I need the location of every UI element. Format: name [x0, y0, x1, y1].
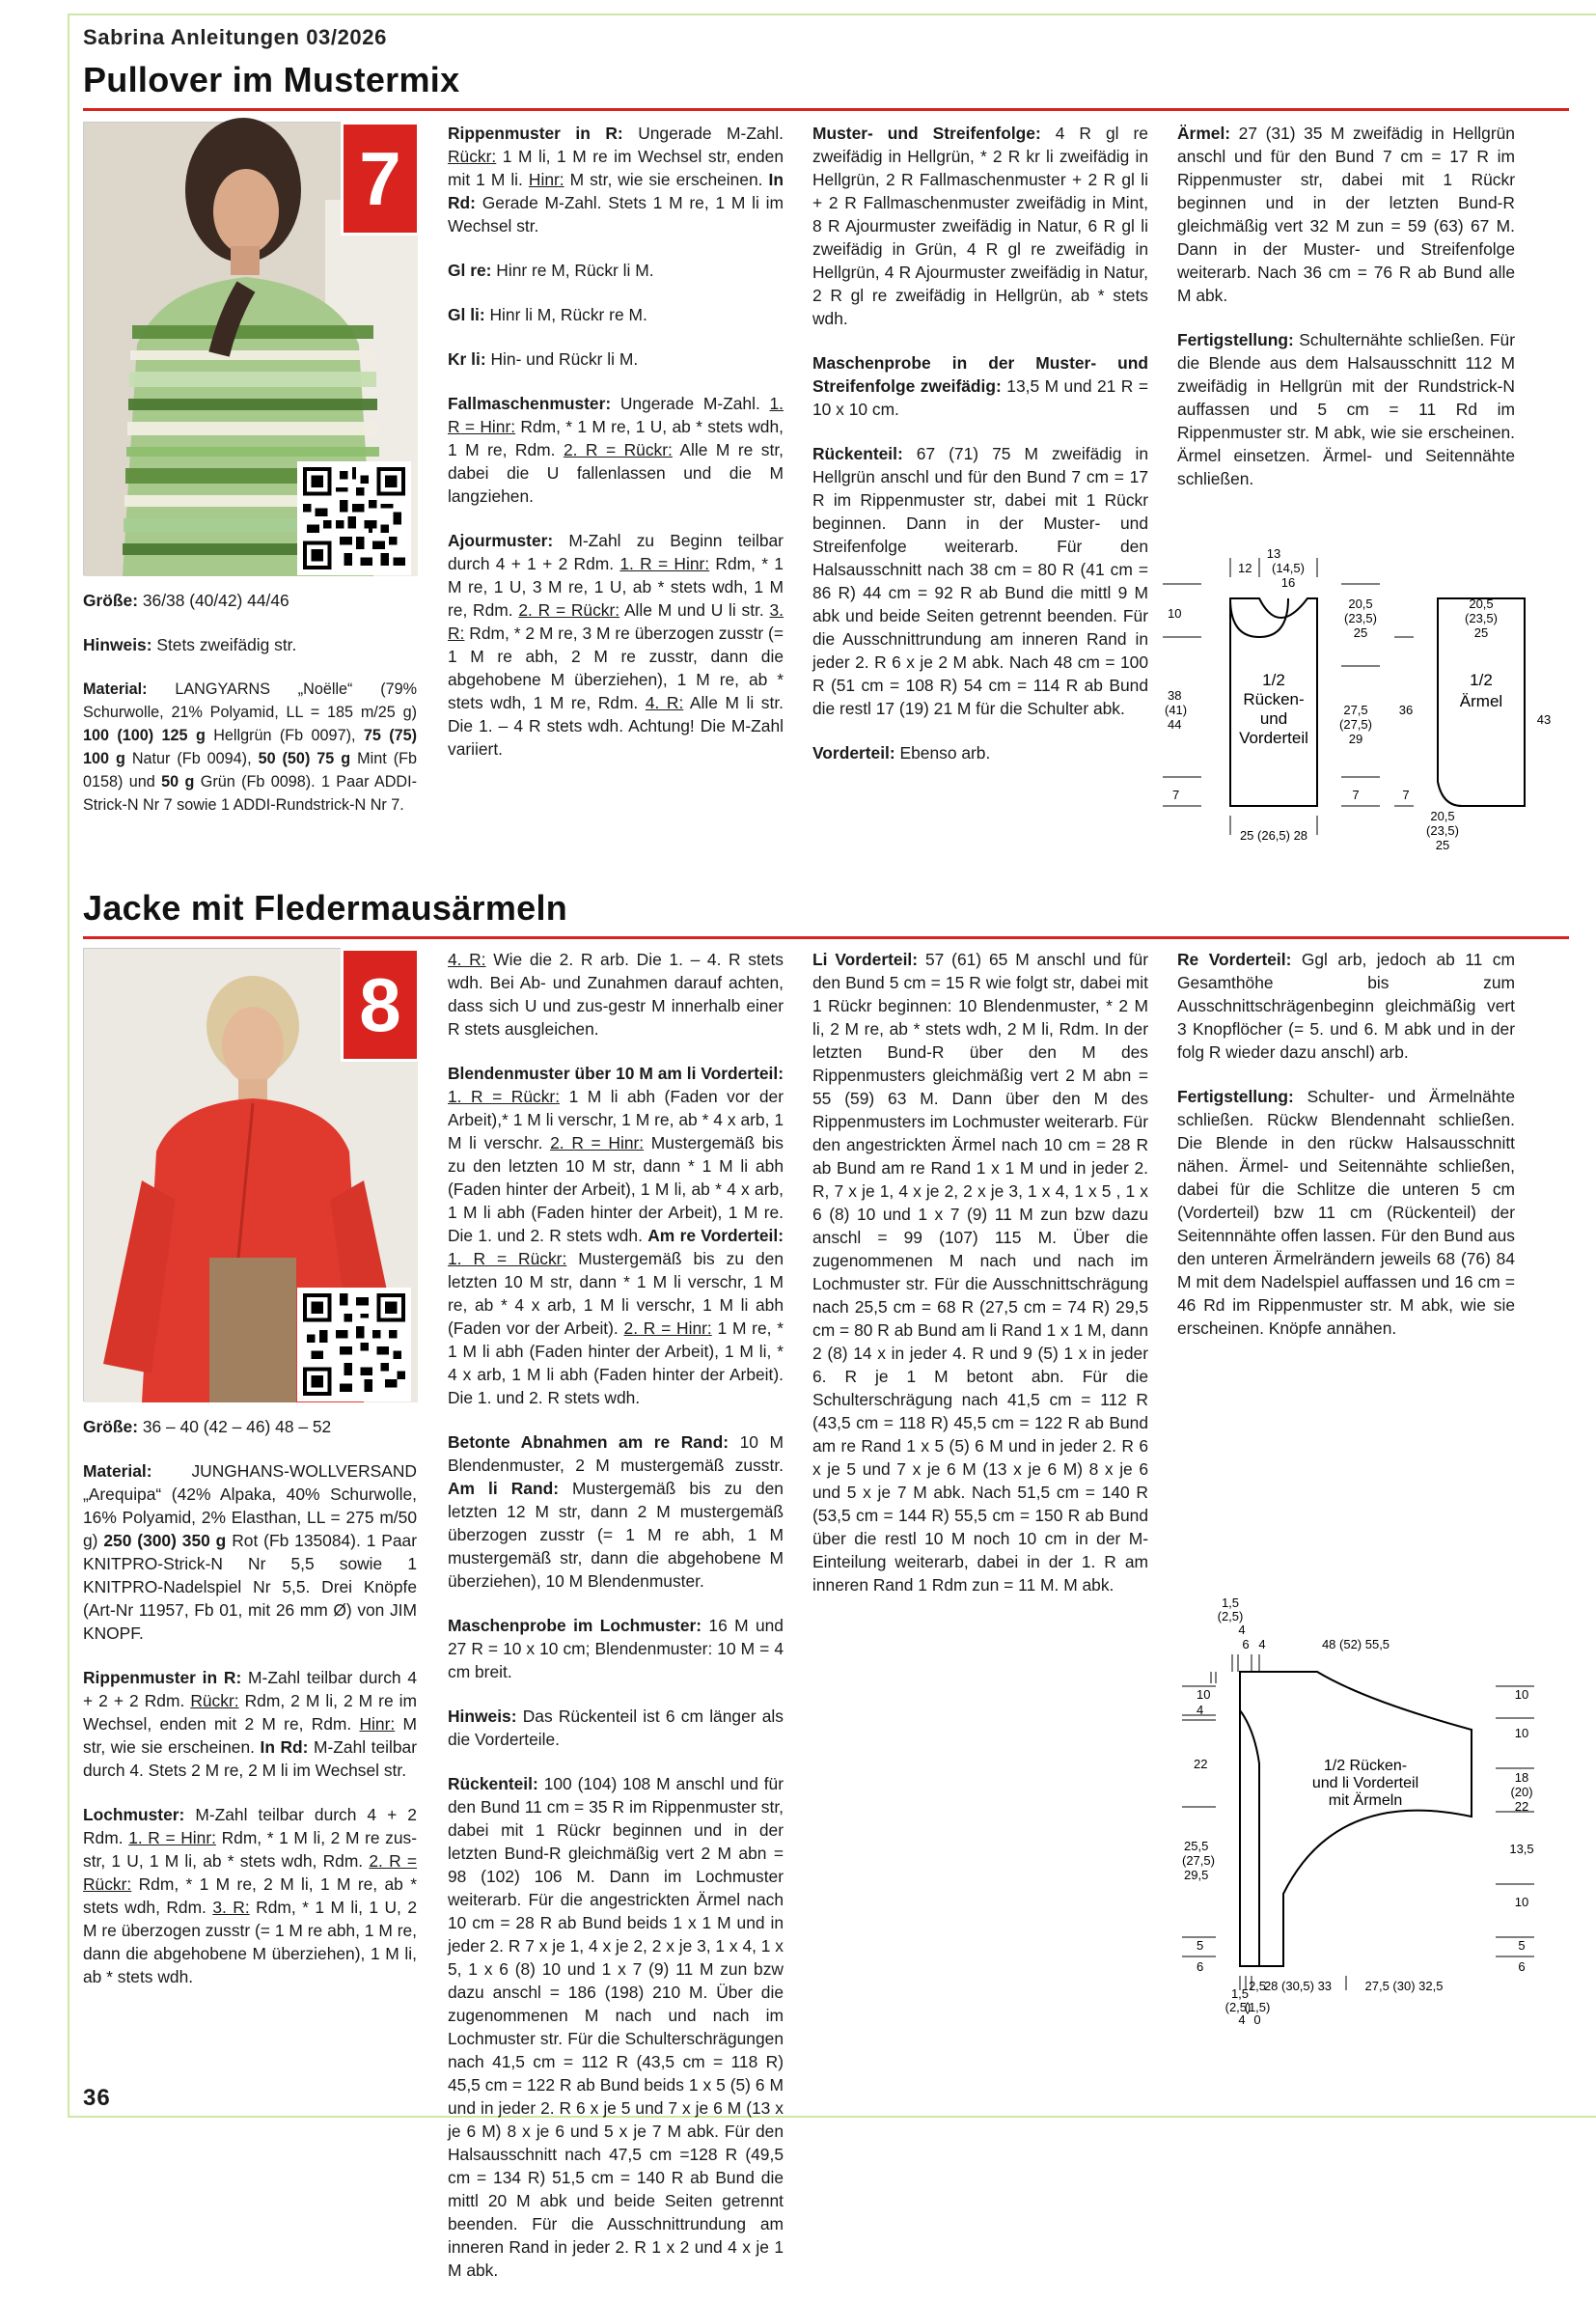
fallmaschen-r1-label: 1. R = Hinr: — [448, 394, 784, 436]
material-color-3: Mint (Fb 0158) und — [83, 750, 417, 791]
jacket-outline — [1240, 1672, 1472, 1966]
jd-t5: 4 — [1258, 1637, 1266, 1651]
blenden-r2-label: 2. R = Hinr: — [550, 1133, 645, 1152]
ruecken-text: 67 (71) 75 M zweifädig in Hellgrün anschl und für den Bund 7 cm = 17 R im Rippenmuster str, dabei mit 1 Rückr beginnen. Dann in der Muster- und Streifenfolge weiterarb. Für den Halsausschnitt nach 38 cm = 80 R (41 cm = 86 R) 44 cm = 92 R ab Bund die mittl 9 M abk und beide Seiten getrennt beenden. Für die Ausschnittrundung am inneren Rand in jeder 2. R 6 x je 2 M abk. Nach 48 cm = 100 R (51 cm = 108 R) 54 cm = 114 R ab Bund die restl 17 (19) 21 M für die Schulter abk. — [812, 444, 1149, 718]
blenden-re-r2: 1 M re, * 1 M li abh (Faden hinter der Arbeit), 1 M li, * 4 x arb, 1 M li abh (Faden hinter der Arbeit). Die 1. und 2. R stets wdh. — [448, 1318, 784, 1407]
article-1-title: Pullover im Mustermix — [83, 60, 460, 99]
krli-label: Kr li: — [448, 349, 486, 369]
dim-right-a1: 20,5 — [1348, 597, 1373, 611]
rippen-text: M-Zahl teilbar durch 4 + 2 + 2 Rdm. — [83, 1668, 417, 1710]
loch-r4: Wie die 2. R arb. Die 1. – 4. R stets wdh. Bei Ab- und Zunahmen darauf achten, dass sich U und zus-gestr M innerhalb einer R stets ausgleichen. — [448, 950, 784, 1039]
sleeve-top-1: 20,5 — [1469, 597, 1494, 611]
material-needles: Rot (Fb 135084). 1 Paar KNITPRO-Strick-N Nr 5,5 sowie 1 KNITPRO-Nadelspiel Nr 5,5. Drei Knöpfe (Art-Nr 11957, Fb 01, mit 26 mm Ø) von JIM KNOPF. — [83, 1531, 417, 1643]
ajour-r4-label: 4. R: — [645, 693, 684, 712]
rippen-hinr: M str, wie sie erscheinen. — [83, 1714, 417, 1757]
blenden-re-r1-label: 1. R = Rückr: — [448, 1249, 567, 1268]
material-qty-4: 50 g — [161, 773, 195, 791]
fertig-text: Schulter- und Ärmelnähte schließen. Rückw Blendennaht schließen. Die Blende in den rückw Halsausschnitt nähen. Ärmel- und Seitennähte schließen, dabei für die Schlitze die unteren 5 cm (Vorderteil) bzw 11 cm (Rückenteil) der Seitennnähte offen lassen. Für den Bund aus den unteren Ärmelrändern jeweils 68 (76) 84 M mit dem Nadelspiel auffassen und 16 cm = 46 Rd im Rippenmuster str. M abk, wie sie erscheinen. Knöpfe annähen. — [1177, 1087, 1515, 1338]
jd-r9: 6 — [1518, 1959, 1526, 1974]
jd-r4: (20) — [1510, 1785, 1533, 1799]
dim-right-b3: 29 — [1348, 732, 1363, 746]
ruecken-text: 100 (104) 108 M anschl und für den Bund 11 cm = 35 R im Rippenmuster str, dabei mit 1 Rückr beginnen und in der letzten Bund-R gleichmäßig vert 2 M abn = 98 (102) 106 M. Dann im Lochmuster weiterarb. Für die angestrickten Ärmel nach 10 cm = 28 R ab Bund beids 1 x 1 M und in jeder 2. R 7 x je 1, 4 x je 2, 2 x je 3, 1 x 4, 1 x 5, 1 x 6 (8) 10 und 1 x 7 (9) 11 M zun bzw dazu anschl = 186 (198) 210 M. Über die zugenommenen M nach und nach im Lochmuster str. Für die Schulterschrägungen nach 41,5 cm = 112 R (43,5 cm = 118 R) 45,5 cm = 122 R ab Bund beids 1 x 5 (5) 6 M und in jeder 2. R 6 x je 5 und 7 x je 6 M (13 x je 6 M) 8 x je 6 und 5 x je 7 M abk. Für den Halsausschnitt nach 47,5 cm =128 R (49,5 cm = 134 R) 51,5 cm = 140 R ab Bund die mittl 20 M abk und beide Seiten getrennt beenden. Für die Ausschnittrundung am inneren Rand in jeder 2. R 1 x 2 und 4 x je 1 M abk. — [448, 1774, 784, 2280]
jd-r1: 10 — [1514, 1687, 1529, 1702]
rippen-label: Rippenmuster in R: — [448, 124, 623, 143]
article-1-schematic — [1153, 541, 1558, 859]
jd-t1: 1,5 — [1221, 1595, 1240, 1610]
blenden-re-label: Am re Vorderteil: — [647, 1226, 784, 1245]
material-needles: Grün (Fb 0098). 1 Paar ADDI-Strick-N Nr 7 sowie 1 ADDI-Rundstrick-N Nr 7. — [83, 773, 418, 814]
article-2-column-3 — [812, 948, 1148, 1618]
sleeve-bottom-2: (23,5) — [1426, 823, 1459, 838]
ajour-r3-label: 3. R: — [448, 600, 784, 643]
groesse-value: 36/38 (40/42) 44/46 — [142, 591, 289, 610]
page-frame-bottom — [68, 2116, 1596, 2118]
jd-b2: 2,5 — [1248, 1979, 1267, 1993]
aermel-text: 27 (31) 35 M zweifädig in Hellgrün anschl und für den Bund 7 cm = 17 R im Rippenmuster str, dabei mit 1 Rückr beginnen und in der letzten Bund-R gleichmäßig vert 32 M zun = 59 (63) 67 M. Dann in der Muster- und Streifenfolge weiterarb. Nach 36 cm = 76 R ab Bund alle M abk. — [1177, 124, 1515, 305]
rippen-rueckr: 1 M li, 1 M re im Wechsel str, enden mit 1 M li. — [448, 147, 784, 189]
qr-code-icon — [303, 1293, 405, 1396]
hinweis-value: Stets zweifädig str. — [156, 635, 297, 654]
groesse-value: 36 – 40 (42 – 46) 48 – 52 — [142, 1417, 332, 1436]
article-2-title: Jacke mit Fledermausärmeln — [83, 888, 568, 928]
muster-label: Muster- und Streifenfolge: — [812, 124, 1041, 143]
article-1-column-4 — [1177, 122, 1515, 512]
jd-r8: 5 — [1518, 1938, 1526, 1953]
rippen-rueckr-label: Rückr: — [448, 147, 497, 166]
article-2-column-4 — [1177, 948, 1515, 1361]
jd-l7: 5 — [1197, 1938, 1204, 1953]
fertig-text: Schulternähte schließen. Für die Blende aus dem Halsausschnitt 112 M zweifädig in Hellgrün mit der Rundstrick-N auffassen und 5 cm = 11 Rd im Rippenmuster str. M abk, wie sie erscheinen. Ärmel einsetzen. Ärmel- und Seitennähte schließen. — [1177, 330, 1515, 488]
glli-text: Hinr li M, Rückr re M. — [489, 305, 647, 324]
sleeve-bottom-3: 25 — [1435, 838, 1450, 852]
dim-top-a: 12 — [1238, 561, 1252, 575]
article-1-column-2 — [448, 122, 784, 782]
sleeve-left: 36 — [1398, 703, 1414, 717]
jd-l5: (27,5) — [1182, 1853, 1215, 1868]
sleeve-right: 43 — [1536, 712, 1552, 727]
hinweis-text: Das Rückenteil ist 6 cm länger als die Vorderteile. — [448, 1706, 784, 1749]
glre-label: Gl re: — [448, 261, 492, 280]
page-frame-top — [68, 14, 1596, 15]
material-qty-1: 100 (100) 125 g — [83, 727, 206, 744]
rippen-rd-label: In Rd: — [260, 1737, 309, 1757]
body-label-3: und — [1259, 709, 1288, 728]
material-qty-3: 50 (50) 75 g — [258, 750, 351, 767]
sleeve-label-1: 1/2 — [1470, 671, 1493, 689]
rippen-rueckr-label: Rückr: — [190, 1691, 239, 1710]
ruecken-label: Rückenteil: — [448, 1774, 538, 1793]
sleeve-top-2: (23,5) — [1465, 611, 1498, 625]
ajour-r2: Alle M und U li str. — [623, 600, 764, 620]
page-frame-left — [68, 14, 69, 2118]
sleeve-label-2: Ärmel — [1459, 692, 1503, 710]
sleeve-top-3: 25 — [1473, 625, 1489, 640]
dim-right-b2: (27,5) — [1339, 717, 1372, 732]
jd-b4: (1,5) — [1244, 2000, 1271, 2014]
blenden-re-r1: Mustergemäß bis zu den letzten 10 M str, dann * 1 M li verschr, 1 M re, ab * 4 x arb, 1 M li verschr, 1 M li abh (Faden vor der Arbeit). — [448, 1249, 784, 1338]
probe-text: 13,5 M und 21 R = 10 x 10 cm. — [812, 376, 1148, 419]
livorder-label: Li Vorderteil: — [812, 950, 919, 969]
fallmaschen-label: Fallmaschenmuster: — [448, 394, 612, 413]
jd-c3: mit Ärmeln — [1328, 1792, 1403, 1809]
body-label-1: 1/2 — [1262, 671, 1285, 689]
dim-left-b2: (41) — [1165, 703, 1188, 717]
blenden-re-r2-label: 2. R = Hinr: — [623, 1318, 712, 1338]
loch-r1: Rdm, * 1 M li, 2 M re zus-str, 1 U, 1 M li, ab * stets wdh, Rdm. — [83, 1828, 417, 1871]
loch-text: M-Zahl teilbar durch 4 + 2 Rdm. — [83, 1805, 417, 1847]
dim-left-b3: 44 — [1168, 717, 1182, 732]
article-1-column-1 — [83, 589, 417, 838]
jd-b8: 27,5 (30) 32,5 — [1364, 1979, 1444, 1993]
loch-r2-label: 2. R = Rückr: — [83, 1851, 417, 1894]
groesse-label: Größe: — [83, 591, 139, 610]
jd-l2: 4 — [1197, 1703, 1204, 1717]
rippen-label: Rippenmuster in R: — [83, 1668, 242, 1687]
ajour-text: M-Zahl zu Beginn teilbar durch 4 + 1 + 2 Rdm. — [448, 531, 784, 573]
revorder-label: Re Vorderteil: — [1177, 950, 1292, 969]
material-label: Material: — [83, 1461, 152, 1481]
revorder-text: Ggl arb, jedoch ab 11 cm Gesamthöhe bis zum Ausschnittschrägenbeginn gleichmäßig vert 3 Knopflöcher (= 5. und 6. M abk und in der folg R wieder dazu anschl) arb. — [1177, 950, 1515, 1062]
loch-r3-label: 3. R: — [212, 1898, 250, 1917]
blenden-r1-label: 1. R = Rückr: — [448, 1087, 561, 1106]
blenden-r1: 1 M li abh (Faden vor der Arbeit),* 1 M li verschr, 1 M re, ab * 4 x arb, 1 M li verschr. — [448, 1087, 784, 1152]
article-2-column-1 — [83, 1415, 417, 2010]
betont-label: Betonte Abnahmen am re Rand: — [448, 1432, 729, 1452]
vorder-text: Ebenso arb. — [899, 743, 991, 763]
dim-right-c: 7 — [1352, 788, 1360, 802]
article-2-title-rule — [83, 936, 1569, 939]
ajour-r1-label: 1. R = Hinr: — [619, 554, 710, 573]
muster-text: 4 R gl re zweifädig in Hellgrün, * 2 R kr li zweifädig in Hellgrün, 2 R Fallmaschenmuster + 2 R gl li + 2 R Fallmaschenmuster zweifädig in Mint, 8 R Ajourmuster zweifädig in Natur, 6 R gl li zweifädig in Grün, 4 R gl re zweifädig in Hellgrün, 4 R Ajourmuster zweifädig in Natur, 2 R gl re zweifädig in Hellgrün, ab * stets wdh. — [812, 124, 1148, 328]
hinweis-label: Hinweis: — [448, 1706, 517, 1726]
rippen-rd: Gerade M-Zahl. Stets 1 M re, 1 M li im Wechsel str. — [448, 193, 784, 236]
loch-r4-label: 4. R: — [448, 950, 486, 969]
betont-text: 10 M Blendenmuster, 2 M mustergemäß zusstr. — [448, 1432, 784, 1475]
blenden-label: Blendenmuster über 10 M am li Vorderteil: — [448, 1064, 784, 1083]
qr-code-icon — [303, 467, 405, 569]
fertig-label: Fertigstellung: — [1177, 330, 1294, 349]
probe-label: Maschenprobe in der Muster- und Streifenfolge zweifädig: — [812, 353, 1148, 396]
article-1-number-badge: 7 — [341, 122, 420, 236]
jd-t2: (2,5) — [1217, 1609, 1244, 1623]
jd-t3: 4 — [1238, 1623, 1246, 1637]
betont-li-text: Mustergemäß bis zu den letzten 12 M str, dann 2 M mustergemäß überzogen zusstr (= 1 M re abh, 1 M mustergemäß str, dann die abgehobene M überziehen), 10 M Blendenmuster. — [448, 1479, 784, 1591]
probe-text: 16 M und 27 R = 10 x 10 cm; Blendenmuster: 10 M = 4 cm breit. — [448, 1616, 784, 1681]
material-color-1: Hellgrün (Fb 0097), — [213, 727, 356, 744]
livorder-text: 57 (61) 65 M anschl und für den Bund 5 cm = 15 R wie folgt str, dabei mit 1 Rückr beginnen: 10 Blendenmuster, * 2 M li, 2 M re, ab * stets wdh, 2 M li, Rdm. In der letzten Bund-R über den M des Rippenmusters gleichmäßig vert 2 M abn = 55 (59) 63 M. Dann über den M des Rippenmusters im Lochmuster weiterarb. Für den angestrickten Ärmel nach 10 cm = 28 R ab Bund am re Rand 1 x 1 M und in jeder 2. R, 7 x je 1, 4 x je 2, 2 x je 3, 1 x 4, 1 x 5 , 1 x 6 (8) 10 und 1 x 7 (9) 11 M zun bzw dazu anschl = 99 (107) 115 M. Über die zugenommenen M nach und nach im Lochmuster str. Für die Ausschnittschrägung nach 25,5 cm = 68 R (27,5 cm = 74 R) 29,5 cm = 80 R ab Bund am li Rand 1 x 1 M, dann 2 (8) 14 x in jeder 4. R und 9 (5) 1 x in jeder 6. R je 1 M betont abn. Für die Schulterschrägung nach 41,5 cm = 112 R (43,5 cm = 118 R) 45,5 cm = 122 R ab Bund am re Rand 1 x 5 (5) 6 M und in jeder 2. R 6 x je 5 und 7 x je 6 M (13 x je 6 M) 8 x je 6 und 5 x je 7 M abk. Nach 51,5 cm = 140 R (53,5 cm = 144 R) 55,5 cm = 150 R ab Bund über die restl 10 M noch 10 cm in der M-Einteilung weiterarb, dabei in der 1. R am inneren Rand 1 Rdm zun = 11 M. M abk. — [812, 950, 1148, 1595]
body-label-2: Rücken- — [1243, 690, 1305, 708]
jd-b1: 1,5 — [1230, 1986, 1250, 2001]
dim-right-a3: 25 — [1353, 625, 1368, 640]
dim-left-b1: 38 — [1168, 688, 1182, 703]
article-2-number-badge: 8 — [341, 948, 420, 1062]
rippen-rd-label: In Rd: — [448, 170, 784, 212]
fallmaschen-text: Ungerade M-Zahl. — [619, 394, 760, 413]
dim-right-b1: 27,5 — [1343, 703, 1368, 717]
loch-r1-label: 1. R = Hinr: — [128, 1828, 216, 1847]
sleeve-left-2: 7 — [1402, 788, 1410, 802]
vorder-label: Vorderteil: — [812, 743, 895, 763]
dim-bottom: 25 (26,5) 28 — [1239, 828, 1308, 843]
krli-text: Hin- und Rückr li M. — [490, 349, 639, 369]
rippen-rd: M-Zahl teilbar durch 4. Stets 2 M re, 2 M li im Wechsel str. — [83, 1737, 417, 1780]
material-label: Material: — [83, 680, 148, 698]
glli-label: Gl li: — [448, 305, 485, 324]
jd-t4: 6 — [1242, 1637, 1250, 1651]
article-2-column-2 — [448, 948, 784, 2303]
jd-r6: 13,5 — [1509, 1842, 1534, 1856]
loch-label: Lochmuster: — [83, 1805, 185, 1824]
material-qty-2: 75 (75) 100 g — [83, 727, 418, 767]
article-2-qr-code[interactable] — [297, 1288, 411, 1401]
magazine-header: Sabrina Anleitungen 03/2026 — [83, 25, 387, 49]
blenden-r2: Mustergemäß bis zu den letzten 10 M str, dann * 1 M li abh (Faden hinter der Arbeit), 1 M li, ab * 4 x arb, 1 M li abh (Faden hinter der Arbeit), 1 M re. Die 1. und 2. R stets wdh. — [448, 1133, 784, 1245]
groesse-label: Größe: — [83, 1417, 139, 1436]
ajour-r3: Rdm, * 2 M re, 3 M re überzogen zusstr (= 1 M re abh, 2 M re zusstr, dann die abgehobene M überziehen), 1 M re, ab * stets wdh, 1 M re, Rdm. — [448, 624, 784, 712]
rippen-rueckr: Rdm, 2 M li, 2 M re im Wechsel, enden mit 2 M re, Rdm. — [83, 1691, 417, 1734]
material-color-2: Natur (Fb 0094), — [131, 750, 252, 767]
jd-l3: 22 — [1194, 1757, 1208, 1771]
article-1-title-rule — [83, 108, 1569, 111]
jd-b6: 0 — [1253, 2012, 1261, 2027]
rippen-text: Ungerade M-Zahl. — [638, 124, 784, 143]
body-label-4: Vorderteil — [1239, 729, 1308, 747]
material-text: JUNGHANS-WOLLVERSAND „Arequipa“ (42% Alpaka, 40% Schurwolle, 16% Polyamid, 2% Elasthan, LL = 275 m/50 g) — [83, 1461, 417, 1550]
dim-top-b1: 13 — [1266, 546, 1281, 561]
hinweis-label: Hinweis: — [83, 635, 152, 654]
material-text: LANGYARNS „Noëlle“ (79% Schurwolle, 21% Polyamid, LL = 185 m/25 g) — [83, 680, 418, 721]
jd-b7: 28 (30,5) 33 — [1263, 1979, 1333, 1993]
article-2-schematic — [1172, 1595, 1558, 2027]
jd-l1: 10 — [1197, 1687, 1211, 1702]
ruecken-label: Rückenteil: — [812, 444, 903, 463]
jd-r2: 10 — [1514, 1726, 1529, 1740]
sleeve-bottom-1: 20,5 — [1430, 809, 1455, 823]
rippen-hinr-label: Hinr: — [528, 170, 564, 189]
jd-r3: 18 — [1514, 1770, 1529, 1785]
ajour-label: Ajourmuster: — [448, 531, 554, 550]
jd-b5: 4 — [1238, 2012, 1246, 2027]
fallmaschen-r1: Rdm, * 1 M re, 1 U, ab * stets wdh, 1 M re, Rdm. — [448, 417, 784, 459]
aermel-label: Ärmel: — [1177, 124, 1231, 143]
dim-left-c: 7 — [1172, 788, 1180, 802]
jd-l6: 29,5 — [1184, 1868, 1209, 1882]
jd-r5: 22 — [1514, 1799, 1529, 1814]
jd-t6: 48 (52) 55,5 — [1321, 1637, 1390, 1651]
rippen-hinr: M str, wie sie erscheinen. — [569, 170, 763, 189]
glre-text: Hinr re M, Rückr li M. — [496, 261, 654, 280]
article-1-column-3 — [812, 122, 1148, 786]
dim-top-b2: (14,5) — [1272, 561, 1305, 575]
loch-r2: Rdm, * 1 M re, 2 M li, 1 M re, ab * stets wdh, Rdm. — [83, 1874, 417, 1917]
fallmaschen-r2-label: 2. R = Rückr: — [563, 440, 673, 459]
jd-b3: (2,5) — [1225, 2000, 1252, 2014]
loch-r3: Rdm, * 1 M li, 1 U, 2 M re überzogen zusstr (= 1 M re abh, 1 M re, dann die abgehobene M überziehen), 1 M li, ab * stets wdh. — [83, 1898, 417, 1986]
rippen-hinr-label: Hinr: — [359, 1714, 396, 1734]
page-number: 36 — [83, 2085, 111, 2111]
fallmaschen-r2: Alle M re str, dabei die U fallenlassen und die M langziehen. — [448, 440, 784, 506]
betont-li-label: Am li Rand: — [448, 1479, 559, 1498]
dim-left-a: 10 — [1168, 606, 1182, 621]
ajour-r1: Rdm, * 1 M re, 1 U, 3 M re, 1 U, ab * stets wdh, 1 M re, Rdm. — [448, 554, 784, 620]
jd-r7: 10 — [1514, 1895, 1529, 1909]
jd-l8: 6 — [1197, 1959, 1204, 1974]
article-1-qr-code[interactable] — [297, 461, 411, 575]
jd-c1: 1/2 Rücken- — [1323, 1758, 1408, 1774]
jd-l4: 25,5 — [1184, 1839, 1209, 1853]
dim-top-b3: 16 — [1280, 575, 1296, 590]
jd-c2: und li Vorderteil — [1311, 1775, 1419, 1791]
fertig-label: Fertigstellung: — [1177, 1087, 1294, 1106]
material-qty: 250 (300) 350 g — [103, 1531, 227, 1550]
ajour-r4: Alle M li str. Die 1. – 4 R stets wdh. Achtung! Die M-Zahl variiert. — [448, 693, 784, 759]
ajour-r2-label: 2. R = Rückr: — [518, 600, 620, 620]
probe-label: Maschenprobe im Lochmuster: — [448, 1616, 702, 1635]
dim-right-a2: (23,5) — [1344, 611, 1377, 625]
